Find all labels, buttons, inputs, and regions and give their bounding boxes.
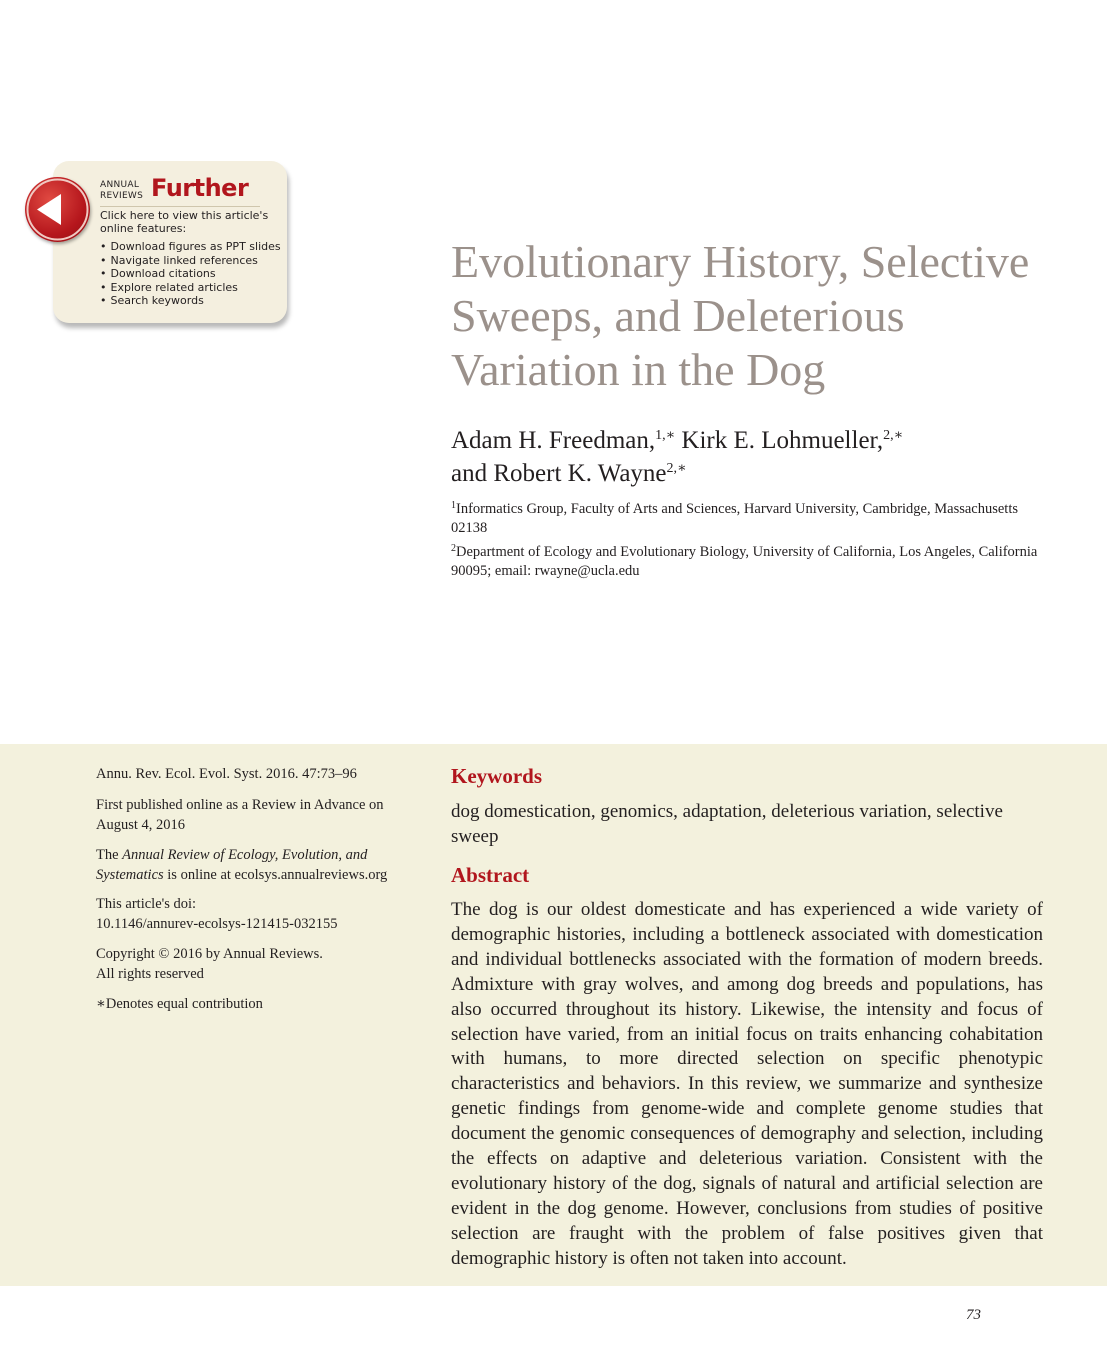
author-name: and Robert K. Wayne	[451, 460, 667, 487]
further-title: Further	[151, 174, 249, 202]
further-intro	[100, 209, 280, 235]
author-affiliation-mark: 2,∗	[883, 428, 904, 443]
publication-note: First published online as a Review in Advance on August 4, 2016	[96, 797, 384, 833]
author-name: Kirk E. Lohmueller,	[675, 427, 884, 454]
feature-item[interactable]: • Navigate linked references	[100, 254, 285, 268]
keywords-heading: Keywords	[451, 764, 542, 788]
author-affiliation-mark: 2,∗	[666, 461, 687, 476]
journal-prefix: The	[96, 847, 123, 863]
affiliation-mark: 1	[451, 500, 456, 511]
further-feature-list	[100, 240, 285, 308]
back-arrow-icon[interactable]	[25, 177, 90, 242]
copyright-block	[96, 945, 416, 984]
affiliation-mark: 2	[451, 543, 456, 554]
click-here-link[interactable]: Click here	[100, 209, 155, 222]
rights-text: All rights reserved	[96, 965, 204, 982]
journal-citation: Annu. Rev. Ecol. Evol. Syst. 2016. 47:73–96	[96, 766, 357, 782]
abstract-heading: Abstract	[451, 863, 530, 887]
abstract-text: The dog is our oldest domesticate and has experienced a wide variety of demographic histories, including a bottleneck associated with domestication and individual bottlenecks associated with the formation of modern breeds. Admixture with gray wolves, and among dog breeds and populations, has also occurred throughout its history. Likewise, the intensity and focus of selection have varied, from an initial focus on traits enhancing cohabitation with humans, to more directed selection on specific phenotypic characteristics and behaviors. In this review, we summarize and synthesize genetic findings from genome-wide and complete genome studies that document the genomic consequences of demography and selection, including the effects on adaptive and deleterious variation. Consistent with the evolutionary history of the dog, signals of natural and artificial selection are evident in the dog genome. However, conclusions from studies of positive selection are fraught with the problem of false positives given that demographic history is often not taken into account.	[451, 899, 1043, 1269]
author-affiliation-mark: 1,∗	[655, 428, 676, 443]
annual-reviews-logo-text: ANNUAL REVIEWS	[100, 180, 144, 201]
affiliation	[451, 543, 1051, 581]
journal-online-note	[96, 846, 416, 885]
page-number: 73	[966, 1307, 981, 1323]
feature-item[interactable]: • Search keywords	[100, 294, 285, 308]
doi-block	[96, 895, 416, 934]
further-intro-text: to view this article's online features:	[100, 209, 269, 235]
affiliation-text: Department of Ecology and Evolutionary Biology, University of California, Los Angeles, California 90095; email: rwayne@ucla.edu	[451, 544, 1038, 579]
equal-contribution-note: ∗Denotes equal contribution	[96, 996, 263, 1012]
affiliation-text: Informatics Group, Faculty of Arts and Sciences, Harvard University, Cambridge, Massachusetts 02138	[451, 501, 1019, 536]
keywords-text: dog domestication, genomics, adaptation, deleterious variation, selective sweep	[451, 801, 1003, 847]
copyright-text: Copyright © 2016 by Annual Reviews.	[96, 946, 323, 962]
author-list	[451, 424, 1071, 490]
article-title: Evolutionary History, Selective Sweeps, and Deleterious Variation in the Dog	[451, 236, 1030, 395]
feature-item[interactable]: • Download citations	[100, 267, 285, 281]
divider	[100, 206, 260, 207]
doi-value[interactable]: 10.1146/annurev-ecolsys-121415-032155	[96, 915, 338, 932]
affiliation	[451, 500, 1051, 538]
doi-label: This article's doi:	[96, 896, 197, 912]
journal-name: Annual Review of Ecology, Evolution, and Systematics	[96, 847, 368, 883]
author-name: Adam H. Freedman,	[451, 427, 656, 454]
feature-item[interactable]: • Download figures as PPT slides	[100, 240, 285, 254]
feature-item[interactable]: • Explore related articles	[100, 281, 285, 295]
journal-url-text: is online at ecolsys.annualreviews.org	[163, 866, 388, 883]
